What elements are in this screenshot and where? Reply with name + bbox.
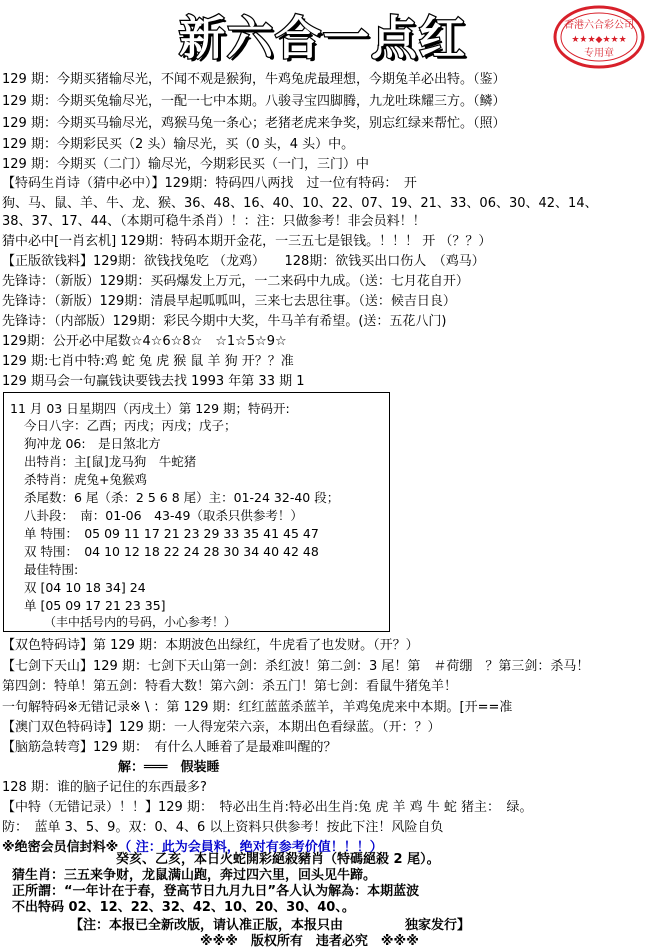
footer-notice-text: 【注：本报已全新改版，请认准正版，本报只由 [70,918,344,933]
vip-prefix: ※绝密会员信封料※ [2,840,119,855]
text-line: 先锋诗：（新版）129期：买码爆发上万元，一二来码中九成。（送：七月花自开） [2,274,469,289]
box-best-shuang: 双 [04 10 18 34] 24 [24,580,146,595]
text-line: 猜中必中[一肖玄机] 129期：特码本期开金花，一三五七是银钱。！！！ 开 （？？） [2,234,492,249]
svg-text:香港六合彩公司: 香港六合彩公司 [564,20,634,31]
box-sha: 杀特肖：虎兔+兔猴鸡 [24,472,147,487]
text-line: 【双色特码诗】第 129 期：本期波色出绿红，牛虎看了也发财。（开？） [2,638,419,653]
text-line: 【澳门双色特码诗】129 期：一人得宠荣六亲，本期出色看绿蓝。（开：？） [2,720,441,735]
vip-line: 正所謂：“一年计在于春，登高节日九月九日”各人认为解為：本期蓝波 [12,884,420,899]
text-line: 一句解特码※无错记录※ \ ：第 129 期：红红蓝蓝杀蓝羊，羊鸡兔虎来中本期。[开==准 [2,700,513,715]
box-shawei: 杀尾数：6 尾（杀：2 5 6 8 尾）主：01-24 32-40 段； [24,490,340,505]
box-bazi: 今日八字：乙酉；丙戌；丙戌；戊子； [24,418,237,433]
vip-note: （ 注：此为会員料，绝对有参考价值！！！） [118,840,383,855]
vip-line: 不出特码 02、12、22、32、42、10、20、30、40、。 [12,900,355,915]
text-line: 129期：公开必中尾数☆4☆6☆8☆ ☆1☆5☆9☆ [2,334,287,349]
daily-info-box [3,392,390,632]
text-line: 129 期马会一句赢钱诀要钱去找 1993 年第 33 期 1 [2,374,305,389]
text-line: 129 期：今期彩民买（2 头）输尽光，买（0 头，4 头）中。 [2,137,355,152]
company-seal-icon [552,4,646,70]
text-line: 128 期：谁的脑子记住的东西最多? [2,780,207,795]
box-chong: 狗冲龙 06: 是日煞北方 [24,436,161,451]
text-line: 38、37、17、44、（本期可稳牛杀肖）！：注：只做参考！非会员料！！ [2,214,426,229]
text-line: 狗、马、鼠、羊、牛、龙、猴、36、48、16、40、10、22、07、19、21、33、06、30、42、14、 [2,196,598,211]
text-line: 第四剑：特单！第五剑：特看大数！第六剑：杀五门！第七剑：看鼠牛猪兔羊！ [2,679,458,694]
box-date: 11 月 03 日星期四（丙戌土）第 129 期；特码开: [10,401,290,416]
text-line: 129 期：今期买马输尽光，鸡猴马兔一条心；老猪老虎来争奖，别忘红绿来帮忙。（照） [2,116,506,131]
box-best: 最佳特围: [24,562,79,577]
riddle-answer: 解：═══ 假装睡 [118,760,220,775]
text-line: 【特码生肖诗（猜中必中）】129期：特码四八两找 过一位有特码： 开 [2,176,417,191]
box-best-dan: 单 [05 09 17 21 23 35] [24,598,166,613]
box-dan: 单 特围： 05 09 11 17 21 23 29 33 35 41 45 47 [24,526,319,541]
box-chu: 出特肖：主[鼠]龙马狗 牛蛇猪 [24,454,197,469]
text-line: 129 期：今期买兔输尽光，一配一七中本期。八骏寻宝四脚腾，九龙吐珠耀三方。（鳞） [2,94,506,109]
footer-notice [70,918,470,934]
vip-line: 猜生肖：三五来争财，龙鼠满山跑，奔过四六里，回头见牛蹄。 [12,868,377,883]
svg-text:★★★◆★★★: ★★★◆★★★ [571,35,627,45]
box-bagua: 八卦段： 南：01-06 43-49（取杀只供参考！） [24,508,303,523]
svg-text:专用章: 专用章 [584,48,614,59]
text-line: 先锋诗：（新版）129期：清晨早起呱呱叫，三来七去思往事。（送：候吉日良） [2,294,456,309]
text-line: 129 期：今期买（二门）输尽光，今期彩民买（一门，三门）中 [2,157,369,172]
box-shuang: 双 特围： 04 10 12 18 22 24 28 30 34 40 42 48 [24,544,319,559]
text-line: 129 期：今期买猪输尽光，不闻不观是猴狗，牛鸡兔虎最理想，今期兔羊必出特。（鉴） [2,72,506,87]
box-note: （丰中括号内的号码，小心参考！） [44,615,237,629]
text-line: 先锋诗：（内部版）129期：彩民今期中大奖，牛马羊有希望。(送：五花八门) [2,314,447,329]
page-title: 新六合一点红 [179,11,467,65]
text-line: 【正版欲钱料】129期：欲钱找兔吃 （龙鸡） 128期：欲钱买出口伤人 （鸡马） [2,254,485,269]
vip-line: 癸亥、乙亥，本日火蛇開彩絕殺豬肖（特碼絕殺 2 尾）。 [116,852,440,867]
footer-exclusive: 独家发行】 [405,918,471,933]
footer-copyright: ※※※ 版权所有 违者必究 ※※※ [200,934,419,949]
text-line: 129 期:七肖中特:鸡 蛇 兔 虎 猴 鼠 羊 狗 开？？准 [2,354,294,369]
text-line: 防： 蓝单 3、5、9。双：0、4、6 以上资料只供参考！按此下注！风险自负 [2,820,444,835]
text-line: 【七剑下天山】129 期：七剑下天山第一剑：杀红波！第二剑：3 尾！第 ＃荷绷 ？第三剑：杀马！ [2,659,590,674]
text-line: 【脑筋急转弯】129 期： 有什么人睡着了是最难叫醒的？ [2,740,337,755]
text-line: 【中特（无错记录）！！】129 期： 特必出生肖:特必出生肖:兔 虎 羊 鸡 牛 蛇 猪主： 绿。 [2,800,533,815]
